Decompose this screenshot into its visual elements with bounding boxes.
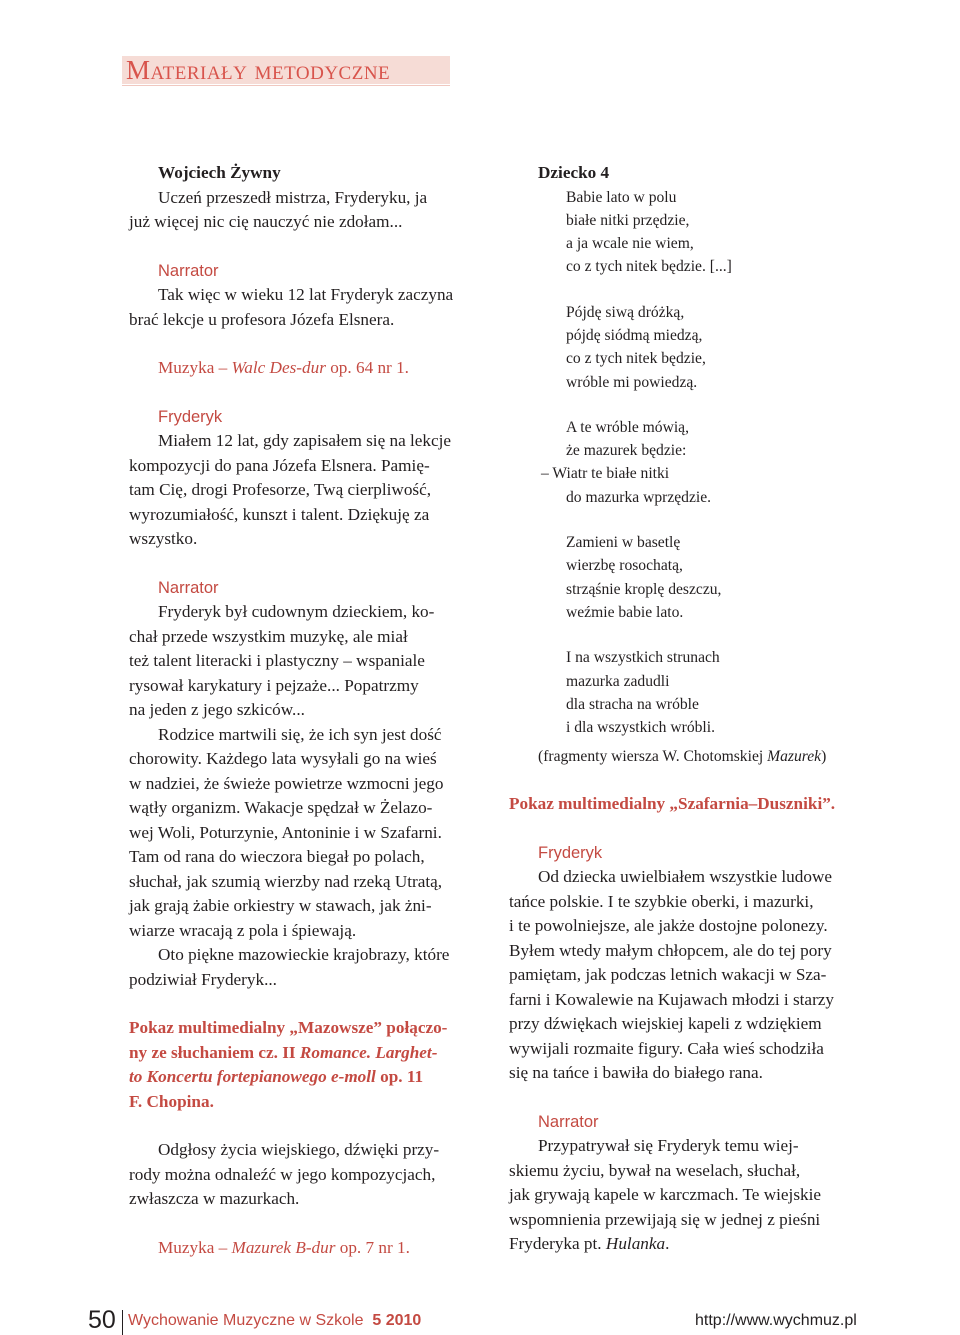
text-line: jak grają żabie orkiestry w stawach, jak żni- <box>129 896 432 915</box>
text-line: Byłem wtedy małym chłopcem, ale do tej pory <box>509 940 832 960</box>
text-line: farni i Kowalewie na Kujawach młodzi i starzy <box>509 989 835 1009</box>
text-line: skiemu życiu, bywał na weselach, słuchał, <box>509 1160 801 1180</box>
text-line: wyrozumiałość, kunszt i talent. Dziękuję za <box>129 504 430 524</box>
text-line: Rodzice martwili się, że ich syn jest dość <box>158 724 442 744</box>
text-line: też talent literacki i plastyczny – wspaniale <box>129 651 425 670</box>
right-column <box>509 161 865 1257</box>
speaker-fryderyk: Fryderyk <box>538 843 603 862</box>
text-line: wiarze wracają z pola i śpiewają. <box>129 920 357 940</box>
speaker-fryderyk: Fryderyk <box>158 407 223 426</box>
text-line: chał przede wszystkim muzykę, ale miał <box>129 626 408 646</box>
speaker-narrator: Narrator <box>158 578 219 597</box>
speaker-narrator: Narrator <box>538 1112 599 1131</box>
text-line: tańce polskie. I te szybkie oberki, i mazurki, <box>509 891 814 911</box>
text-line: tam Cię, drogi Profesorze, Twą cierpliwość, <box>129 480 432 499</box>
music-cue-walc: Muzyka – Walc Des-dur op. 64 nr 1. <box>158 358 409 377</box>
left-column <box>129 161 481 1260</box>
text-line: rysował karykatury i pejzaże... Popatrzmy <box>129 675 419 695</box>
page-number: 50 <box>88 1306 116 1334</box>
text-line: słuchał, jak szumią wierzby nad rzeką Utratą, <box>129 871 443 891</box>
text-line: w nadziei, że świeże powietrze wzmocni jego <box>129 773 444 793</box>
speaker-zywny: Wojciech Żywny <box>158 163 281 182</box>
speaker-dziecko: Dziecko 4 <box>538 163 610 182</box>
multimedia-cue-mazowsze: Pokaz multimedialny „Mazowsze” połączo- ny ze słuchaniem cz. II Romance. Larghet- to Koncertu fortepianowego e-moll op. 11 F. Chopina. <box>129 1018 448 1111</box>
text-line: jak grywają kapele w karczmach. Te wiejskie <box>509 1185 822 1205</box>
text-line: wywijali rozmaite figury. Cała wieś schodziła <box>509 1038 824 1058</box>
text-line: Od dziecka uwielbiałem wszystkie ludowe <box>538 867 833 887</box>
text-line: i te powolniejsze, ale jakże dostojne polonezy. <box>509 916 828 936</box>
text-line: już więcej nic cię nauczyć nie zdołam... <box>129 212 403 231</box>
text-line: wej Woli, Poturzynie, Antoninie i w Szafarni. <box>129 822 442 842</box>
poem-stanza: Zamieni w basetlę wierzbę rosochatą, strząśnie kroplę deszczu, weźmie babie lato. <box>566 534 722 621</box>
text-line: wątły organizm. Wakacje spędzał w Żelazo- <box>129 798 433 817</box>
poem-source: (fragmenty wiersza W. Chotomskiej Mazurek) <box>538 748 827 766</box>
section-title: Materiały metodyczne <box>122 56 450 84</box>
text-line: kompozycji do pana Józefa Elsnera. Pamię- <box>129 455 430 475</box>
poem-stanza: I na wszystkich strunach mazurka zadudli dla stracha na wróble i dla wszystkich wróbli. <box>566 649 720 737</box>
text-line: Odgłosy życia wiejskiego, dźwięki przy- <box>158 1140 440 1159</box>
text-line: pamiętam, jak podczas letnich wakacji w Sza- <box>509 965 827 985</box>
text-line: Fryderyka pt. Hulanka. <box>509 1234 670 1254</box>
text-line: wszystko. <box>129 529 198 548</box>
footer-url-link[interactable]: http://www.wychmuz.pl <box>695 1312 857 1329</box>
footer-divider <box>122 1310 123 1335</box>
text-line: na jeden z jego szkiców... <box>129 700 305 719</box>
poem-stanza: Pójdę siwą dróżką, pójdę siódmą miedzą, co z tych nitek będzie, wróble mi powiedzą. <box>566 303 706 391</box>
text-line: Tam od rana do wieczora biegał po polach, <box>129 847 425 866</box>
text-line: Uczeń przeszedł mistrza, Fryderyku, ja <box>158 187 428 207</box>
poem-stanza: Babie lato w polu białe nitki przędzie, a ja wcale nie wiem, co z tych nitek będzie. [...] <box>566 188 732 276</box>
music-cue-mazurek: Muzyka – Mazurek B-dur op. 7 nr 1. <box>158 1237 410 1257</box>
text-line: wspomnienia przewijają się w jednej z pieśni <box>509 1209 821 1229</box>
text-line: przy dźwiękach wiejskiej kapeli z wdziękiem <box>509 1014 822 1034</box>
text-line: Oto piękne mazowieckie krajobrazy, które <box>158 945 450 964</box>
text-line: Fryderyk był cudownym dzieckiem, ko- <box>158 602 435 621</box>
text-line: zwłaszcza w mazurkach. <box>129 1189 300 1208</box>
header-divider <box>122 85 450 86</box>
text-line: Tak więc w wieku 12 lat Fryderyk zaczyna <box>158 285 454 304</box>
text-line: rody można odnaleźć w jego kompozycjach, <box>129 1164 436 1184</box>
text-line: chorowity. Każdego lata wysyłali go na wieś <box>129 749 437 768</box>
text-line: brać lekcje u profesora Józefa Elsnera. <box>129 309 395 329</box>
text-line: się na tańce i bawiła do białego rana. <box>509 1063 763 1083</box>
multimedia-cue-szafarnia: Pokaz multimedialny „Szafarnia–Duszniki”. <box>509 794 836 814</box>
text-line: podziwiał Fryderyk... <box>129 969 277 989</box>
magazine-title: Wychowanie Muzyczne w Szkole 5 2010 <box>128 1312 422 1329</box>
text-line: Miałem 12 lat, gdy zapisałem się na lekcje <box>158 431 452 450</box>
poem-stanza: A te wróble mówią, że mazurek będzie: – Wiatr te białe nitki do mazurka wprzędzie. <box>541 418 712 506</box>
speaker-narrator: Narrator <box>158 261 219 280</box>
text-line: Przypatrywał się Fryderyk temu wiej- <box>538 1136 799 1156</box>
